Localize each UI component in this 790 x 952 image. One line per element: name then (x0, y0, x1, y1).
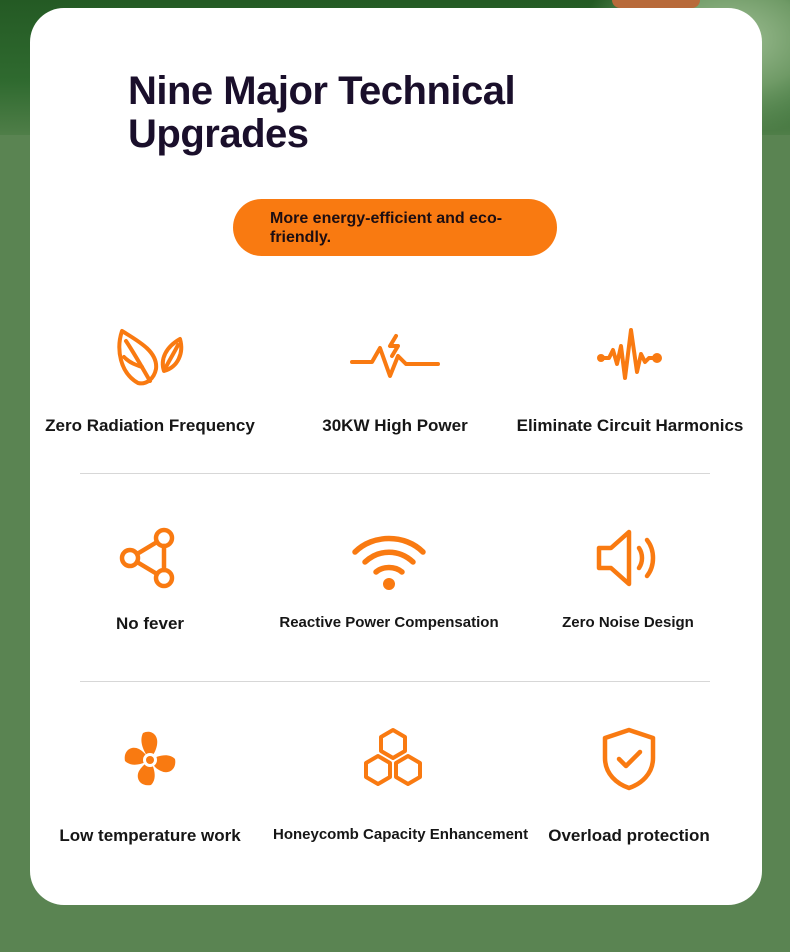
feature-label: 30KW High Power (322, 416, 468, 435)
power-wave-icon (350, 332, 440, 382)
feature-label: Eliminate Circuit Harmonics (516, 416, 744, 435)
wifi-signal-icon (349, 530, 429, 590)
feature-circuit-harmonics (510, 318, 750, 448)
feature-label: No fever (115, 614, 185, 633)
feature-zero-radiation (30, 318, 270, 448)
fan-icon (117, 727, 183, 793)
feature-honeycomb (273, 723, 529, 853)
title-line-1: Nine Major Technical (128, 69, 516, 113)
row-divider (80, 681, 710, 682)
shield-check-icon (599, 726, 659, 792)
background-accent-bar (612, 0, 700, 8)
feature-low-temperature (30, 723, 270, 853)
share-nodes-icon (118, 526, 182, 590)
feature-overload-protection (509, 723, 749, 853)
feature-label: Zero Radiation Frequency (45, 416, 255, 435)
speaker-icon (593, 526, 663, 590)
leaf-icon (112, 323, 188, 391)
feature-reactive-power (269, 518, 509, 648)
feature-label: Overload protection (548, 826, 710, 845)
feature-card (30, 8, 762, 905)
feature-high-power (275, 318, 515, 448)
feature-label: Low temperature work (59, 826, 241, 845)
feature-zero-noise (508, 518, 748, 648)
pulse-icon (595, 322, 665, 388)
row-divider (80, 473, 710, 474)
eco-badge-line-1: More energy-efficient and eco- (270, 210, 503, 227)
page-title (128, 70, 688, 156)
feature-no-fever (30, 518, 270, 648)
honeycomb-icon (360, 727, 426, 793)
feature-label: Zero Noise Design (562, 614, 694, 631)
feature-label: Reactive Power Compensation (279, 614, 499, 631)
title-line-2: Upgrades (128, 112, 309, 156)
eco-badge-line-2: friendly. (270, 229, 332, 246)
feature-label: Honeycomb Capacity Enhancement (273, 826, 529, 843)
eco-badge (233, 199, 557, 256)
